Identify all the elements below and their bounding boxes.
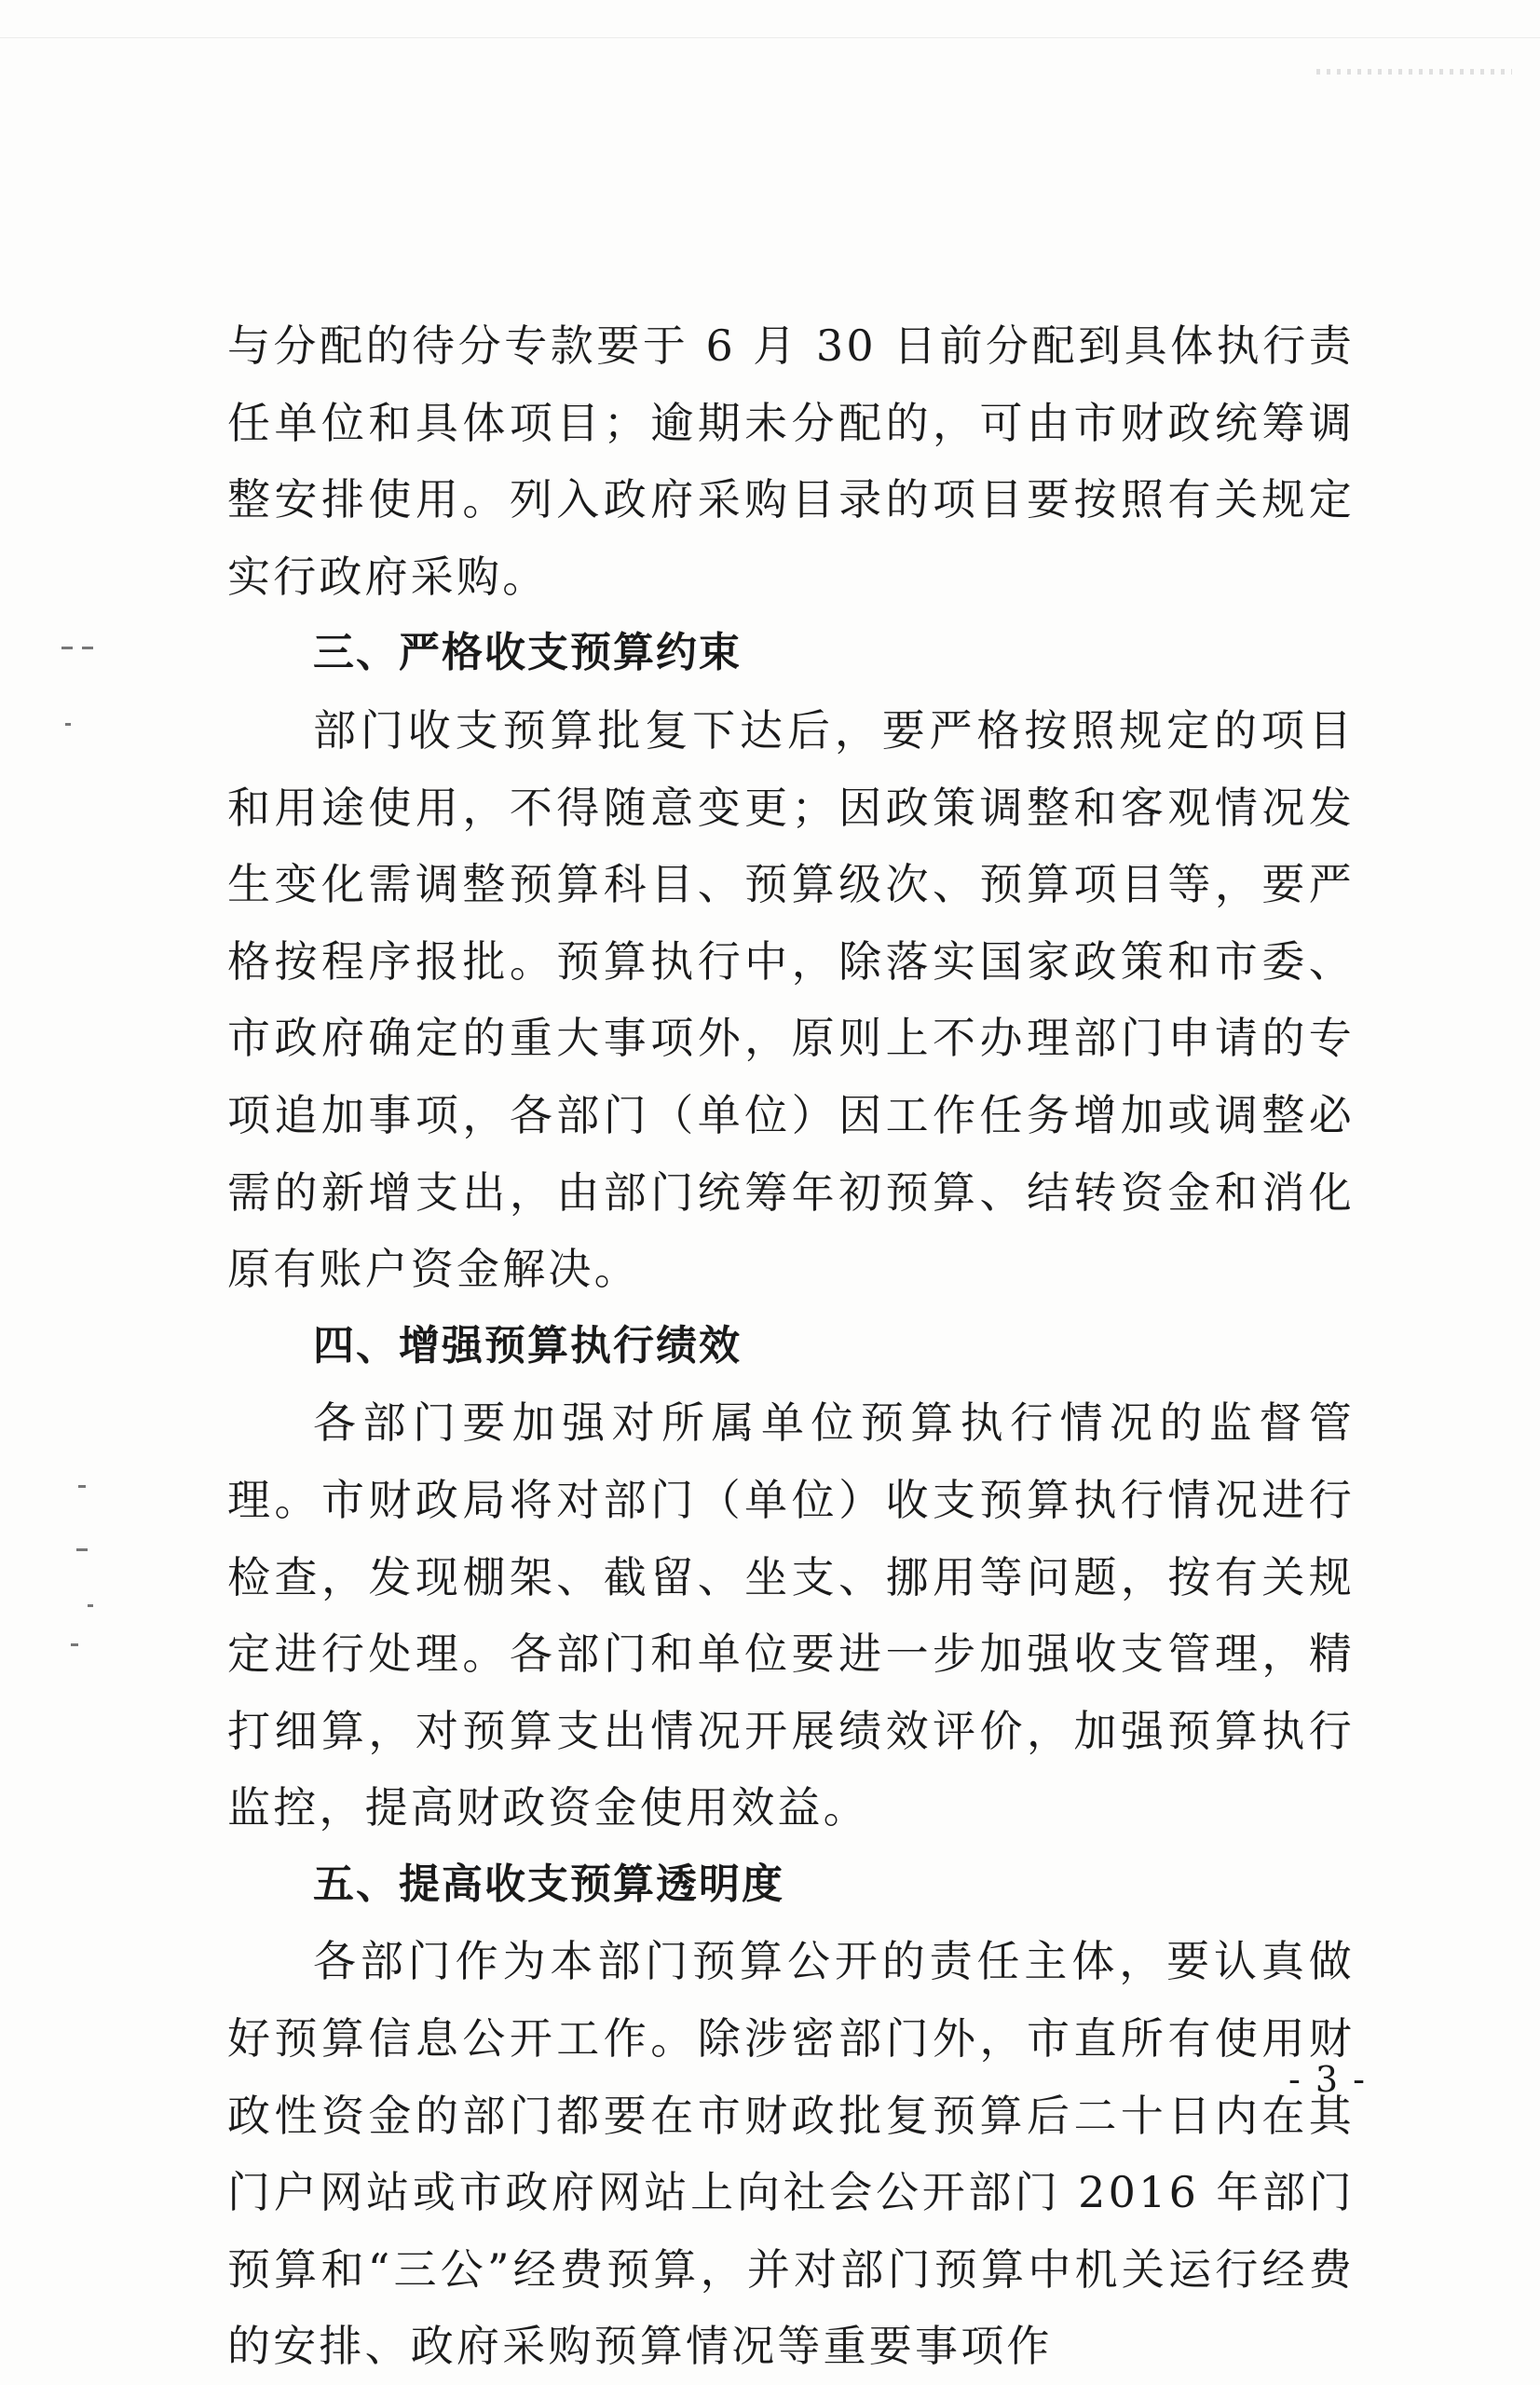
paragraph-section-5: 各部门作为本部门预算公开的责任主体，要认真做好预算信息公开工作。除涉密部门外，市直所有使用财政性资金的部门都要在市财政批复预算后二十日内在其门户网站或市政府网站上向社会公开部门 2016 年部门预算和“三公”经费预算，并对部门预算中机关运行经费的安排、政府采购预算情况等重要事项作 — [227, 1936, 1355, 2372]
paragraph-continued: 与分配的待分专款要于 6 月 30 日前分配到具体执行责任单位和具体项目；逾期未分配的，可由市财政统筹调整安排使用。列入政府采购目录的项目要按照有关规定实行政府采购。 — [227, 320, 1355, 602]
binding-mark — [71, 1643, 78, 1646]
binding-mark — [88, 1604, 93, 1607]
body-text — [227, 307, 1355, 2385]
paragraph-section-3: 部门收支预算批复下达后，要严格按照规定的项目和用途使用，不得随意变更；因政策调整和客观情况发生变化需调整预算科目、预算级次、预算项目等，要严格按程序报批。预算执行中，除落实国家政策和市委、市政府确定的重大事项外，原则上不办理部门申请的专项追加事项，各部门（单位）因工作任务增加或调整必需的新增支出，由部门统筹年初预算、结转资金和消化原有账户资金解决。 — [227, 704, 1355, 1295]
section-heading-5: 五、提高收支预算透明度 — [313, 1860, 784, 1908]
paragraph-section-4: 各部门要加强对所属单位预算执行情况的监督管理。市财政局将对部门（单位）收支预算执行情况进行检查，发现棚架、截留、坐支、挪用等问题，按有关规定进行处理。各部门和单位要进一步加强收支管理，精打细算，对预算支出情况开展绩效评价，加强预算执行监控，提高财政资金使用效益。 — [227, 1397, 1355, 1833]
scan-speckle — [1316, 69, 1512, 75]
section-heading-4: 四、增强预算执行绩效 — [313, 1321, 742, 1370]
binding-mark — [76, 1548, 88, 1551]
binding-mark — [82, 647, 93, 649]
section-heading-3: 三、严格收支预算约束 — [313, 629, 742, 677]
scan-top-edge — [0, 37, 1540, 38]
binding-mark — [78, 1485, 86, 1488]
binding-mark — [61, 647, 73, 649]
page-number: - 3 - — [1288, 2059, 1367, 2100]
binding-mark — [65, 723, 71, 726]
